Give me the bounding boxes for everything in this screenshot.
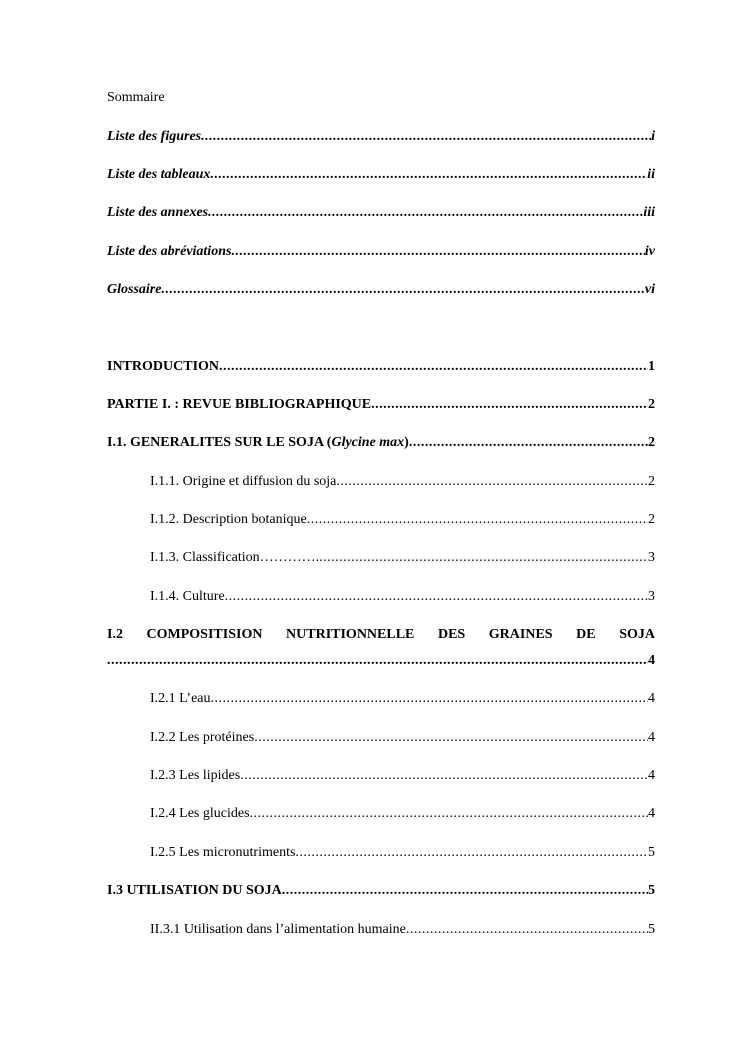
dot-leader (406, 921, 648, 939)
toc-entry-page: iii (643, 205, 655, 220)
toc-entry-page: 2 (648, 474, 655, 489)
toc-entry-title-suffix: ) (404, 435, 409, 450)
toc-word: SOJA (619, 627, 655, 642)
toc-entry-title: I.2.1 L’eau (150, 691, 211, 706)
toc-entry-introduction[interactable] (107, 358, 655, 376)
toc-entry-i2-title[interactable] (107, 626, 655, 644)
toc-entry-i2-2[interactable] (150, 729, 655, 747)
toc-entry-page: 4 (648, 691, 655, 706)
toc-entry-glossary[interactable] (107, 281, 655, 299)
toc-entry-page: 5 (648, 922, 655, 937)
toc-entry-i1-4[interactable] (150, 588, 655, 606)
toc-entry-list-figures[interactable] (107, 128, 655, 146)
toc-entry-title: Liste des tableaux (107, 167, 211, 182)
toc-entry-title: I.2.5 Les micronutriments (150, 845, 296, 860)
toc-entry-title: I.1.1. Origine et diffusion du soja (150, 474, 337, 489)
toc-entry-page: 4 (648, 653, 655, 668)
toc-entry-list-tables[interactable] (107, 166, 655, 184)
dot-leader (225, 588, 648, 606)
toc-entry-page: vi (644, 282, 655, 297)
toc-entry-title: I.1.2. Description botanique (150, 512, 307, 527)
dot-leader (254, 729, 648, 747)
toc-entry-title: I.1.4. Culture (150, 589, 225, 604)
toc-entry-title: INTRODUCTION (107, 359, 220, 374)
toc-entry-i1-3[interactable] (150, 549, 655, 567)
dot-leader (211, 690, 648, 708)
toc-entry-i1-1[interactable] (150, 473, 655, 491)
dot-leader (307, 511, 648, 529)
toc-word: COMPOSITISION (146, 627, 263, 642)
toc-entry-i3-1[interactable] (150, 921, 655, 939)
toc-entry-page: 3 (648, 550, 655, 565)
toc-entry-i2-5[interactable] (150, 844, 655, 862)
toc-entry-page: 1 (648, 359, 655, 374)
toc-entry-partie-1[interactable] (107, 396, 655, 414)
toc-entry-page: ii (647, 167, 655, 182)
toc-entry-title: II.3.1 Utilisation dans l’alimentation humaine (150, 922, 406, 937)
toc-entry-i2-3[interactable] (150, 767, 655, 785)
dot-leader (409, 434, 648, 452)
toc-word: GRAINES (488, 627, 553, 642)
toc-entry-title: I.2.3 Les lipides (150, 768, 241, 783)
toc-entry-i3[interactable] (107, 882, 655, 900)
dot-leader (371, 396, 648, 414)
toc-entry-page: 2 (648, 512, 655, 527)
toc-entry-title: I.2.2 Les protéines (150, 730, 255, 745)
toc-entry-i2-1[interactable] (150, 690, 655, 708)
toc-entry-i1[interactable] (107, 434, 655, 452)
toc-entry-title: Liste des abréviations (107, 244, 232, 259)
toc-entry-title: Liste des figures (107, 129, 202, 144)
toc-entry-page: 5 (648, 883, 655, 898)
dot-leader (295, 844, 648, 862)
toc-heading: Sommaire (107, 90, 165, 105)
toc-entry-page: 4 (648, 768, 655, 783)
dot-leader (282, 882, 648, 900)
toc-word: I.2 (107, 627, 123, 642)
toc-entry-title-italic: Glycine max (331, 435, 405, 450)
toc-entry-i1-2[interactable] (150, 511, 655, 529)
dot-leader (240, 767, 648, 785)
dot-leader (219, 358, 648, 376)
dot-leader (250, 805, 648, 823)
toc-entry-page: 3 (648, 589, 655, 604)
dot-leader (336, 473, 648, 491)
dot-leader (231, 243, 644, 261)
toc-entry-title (107, 434, 409, 452)
toc-entry-title: Glossaire (107, 282, 162, 297)
toc-entry-title: PARTIE I. : REVUE BIBLIOGRAPHIQUE (107, 397, 372, 412)
dot-leader (107, 652, 648, 670)
toc-word: DE (576, 627, 596, 642)
toc-entry-page: iv (644, 244, 655, 259)
dot-leader (210, 166, 647, 184)
toc-entry-page: 4 (648, 806, 655, 821)
toc-entry-title: I.3 UTILISATION DU SOJA (107, 883, 282, 898)
toc-entry-page: 2 (648, 397, 655, 412)
toc-entry-title: I.1.3. Classification…………. (150, 550, 320, 565)
dot-leader (319, 549, 648, 567)
toc-entry-title-prefix: I.1. GENERALITES SUR LE SOJA ( (107, 435, 332, 450)
toc-entry-page: i (651, 129, 655, 144)
toc-entry-i2-leader[interactable] (107, 652, 655, 670)
toc-word: DES (437, 627, 466, 642)
toc-entry-title: Liste des annexes (107, 205, 209, 220)
toc-entry-list-abbreviations[interactable] (107, 243, 655, 261)
dot-leader (161, 281, 644, 299)
toc-entry-list-annexes[interactable] (107, 204, 655, 222)
toc-entry-title: I.2.4 Les glucides (150, 806, 250, 821)
toc-entry-page: 5 (648, 845, 655, 860)
toc-entry-i2-4[interactable] (150, 805, 655, 823)
toc-word: NUTRITIONNELLE (286, 627, 415, 642)
dot-leader (208, 204, 643, 222)
dot-leader (201, 128, 651, 146)
toc-entry-page: 4 (648, 730, 655, 745)
toc-entry-page: 2 (648, 435, 655, 450)
